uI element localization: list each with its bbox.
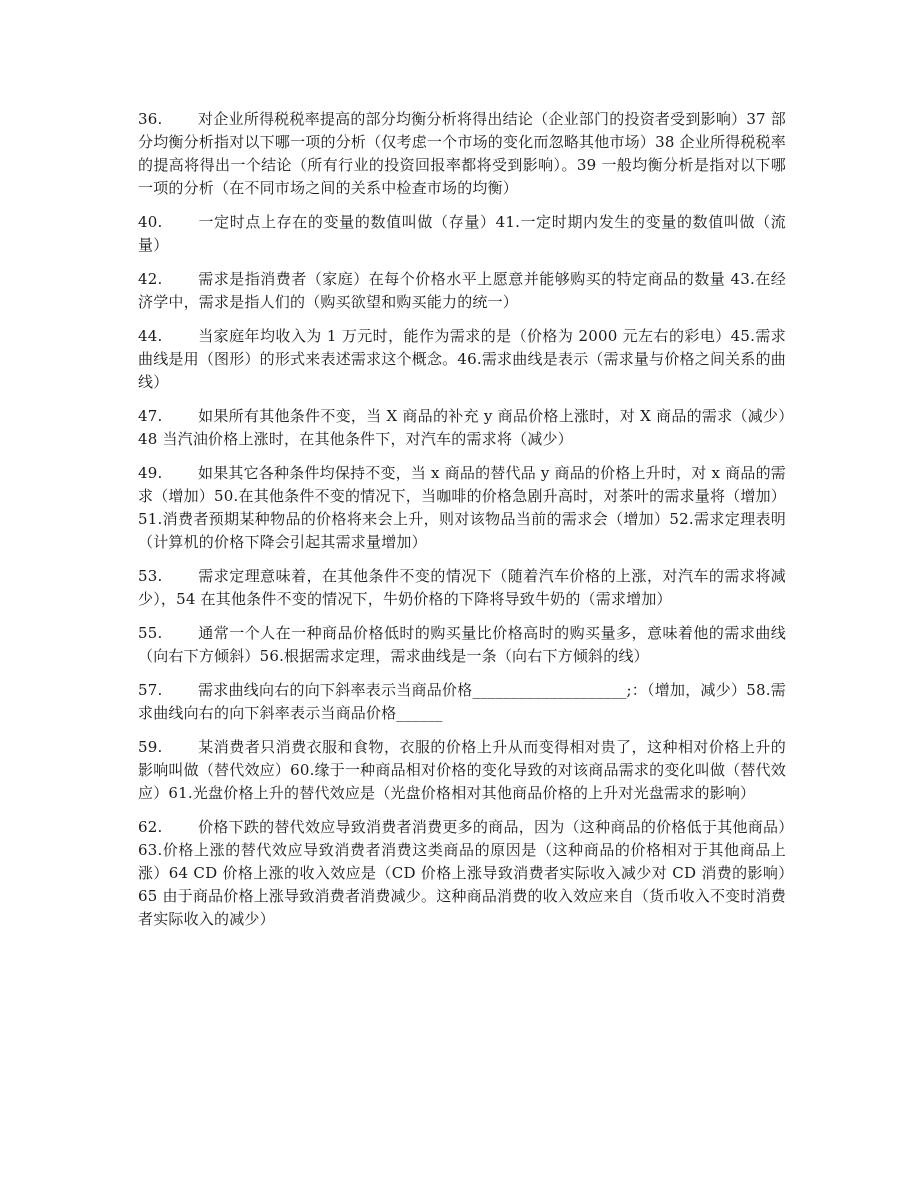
paragraph-number: 53.: [138, 567, 163, 585]
paragraph-number: 36.: [138, 110, 163, 128]
paragraph-53: [138, 565, 786, 611]
paragraph-42: [138, 268, 786, 314]
paragraph-number: 42.: [138, 270, 163, 288]
paragraph-40: [138, 211, 786, 257]
paragraph-47: [138, 405, 786, 451]
paragraph-text: 对企业所得税税率提高的部分均衡分析将得出结论（企业部门的投资者受到影响）37 部分均衡分析指对以下哪一项的分析（仅考虑一个市场的变化而忽略其他市场）38 企业所得税税率的提高将得出一个结论（所有行业的投资回报率都将受到影响）。39 一般均衡分析是指对以下哪一项的分析（在不同市场之间的关系中检查市场的均衡）: [138, 110, 786, 197]
paragraph-text: 通常一个人在一种商品价格低时的购买量比价格高时的购买量多，意味着他的需求曲线（向右下方倾斜）56.根据需求定理，需求曲线是一条（向右下方倾斜的线）: [138, 624, 786, 665]
paragraph-number: 47.: [138, 407, 163, 425]
paragraph-text: 如果所有其他条件不变，当 X 商品的补充 y 商品价格上涨时，对 X 商品的需求（减少）48 当汽油价格上涨时，在其他条件下，对汽车的需求将（减少）: [138, 407, 786, 448]
paragraph-44: [138, 325, 786, 394]
paragraph-number: 44.: [138, 327, 163, 345]
document-body: [138, 108, 786, 942]
paragraph-text: 需求是指消费者（家庭）在每个价格水平上愿意并能够购买的特定商品的数量 43.在经济学中，需求是指人们的（购买欲望和购买能力的统一）: [138, 270, 786, 311]
paragraph-text: 价格下跌的替代效应导致消费者消费更多的商品，因为（这种商品的价格低于其他商品）63.价格上涨的替代效应导致消费者消费这类商品的原因是（这种商品的价格相对于其他商品上涨）64 CD 价格上涨的收入效应是（CD 价格上涨导致消费者实际收入减少对 CD 消费的影响）65 由于商品价格上涨导致消费者消费减少。这种商品消费的收入效应来自（货币收入不变时消费者实际收入的减少）: [138, 818, 786, 928]
paragraph-text: 当家庭年均收入为 1 万元时，能作为需求的是（价格为 2000 元左右的彩电）45.需求曲线是用（图形）的形式来表述需求这个概念。46.需求曲线是表示（需求量与价格之间关系的曲线）: [138, 327, 786, 391]
paragraph-59: [138, 736, 786, 805]
paragraph-number: 62.: [138, 818, 163, 836]
paragraph-36: [138, 108, 786, 200]
paragraph-text: 某消费者只消费衣服和食物，衣服的价格上升从而变得相对贵了，这种相对价格上升的影响叫做（替代效应）60.缘于一种商品相对价格的变化导致的对该商品需求的变化叫做（替代效应）61.光盘价格上升的替代效应是（光盘价格相对其他商品价格的上升对光盘需求的影响）: [138, 738, 786, 802]
paragraph-text: 如果其它各种条件均保持不变，当 x 商品的替代品 y 商品的价格上升时，对 x 商品的需求（增加）50.在其他条件不变的情况下，当咖啡的价格急剧升高时，对茶叶的需求量将（增加）51.消费者预期某种物品的价格将来会上升，则对该物品当前的需求会（增加）52.需求定理表明（计算机的价格下降会引起其需求量增加）: [138, 464, 786, 551]
paragraph-text: 一定时点上存在的变量的数值叫做（存量）41.一定时期内发生的变量的数值叫做（流量）: [138, 213, 786, 254]
paragraph-57: [138, 679, 786, 725]
paragraph-55: [138, 622, 786, 668]
paragraph-number: 55.: [138, 624, 163, 642]
paragraph-number: 40.: [138, 213, 163, 231]
paragraph-number: 57.: [138, 681, 163, 699]
paragraph-number: 59.: [138, 738, 163, 756]
paragraph-49: [138, 462, 786, 554]
paragraph-text: 需求曲线向右的向下斜率表示当商品价格____________________;：（增加，减少）58.需求曲线向右的向下斜率表示当商品价格______: [138, 681, 786, 722]
paragraph-text: 需求定理意味着，在其他条件不变的情况下（随着汽车价格的上涨，对汽车的需求将减少），54 在其他条件不变的情况下，牛奶价格的下降将导致牛奶的（需求增加）: [138, 567, 786, 608]
paragraph-number: 49.: [138, 464, 163, 482]
paragraph-62: [138, 816, 786, 931]
